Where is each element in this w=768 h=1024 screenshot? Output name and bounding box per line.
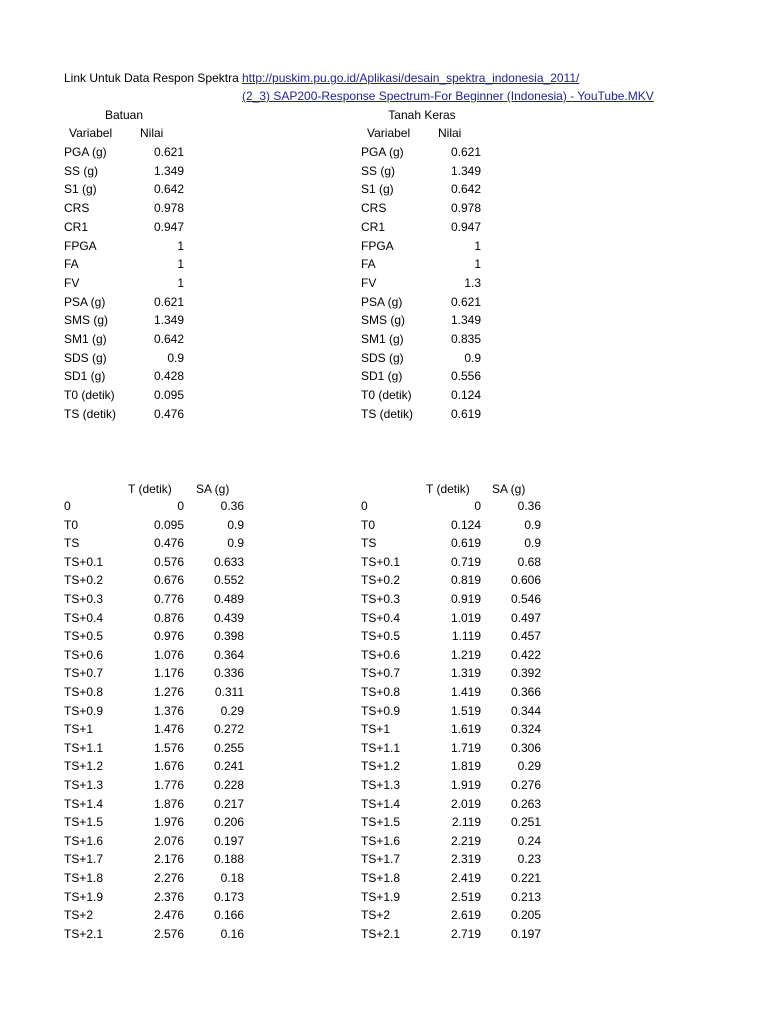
spectrum-label: TS+0.9 xyxy=(64,703,104,718)
spectrum-label: TS+1.7 xyxy=(361,852,401,867)
param-name: SMS (g) xyxy=(361,313,406,328)
spectrum-sa-value: 0.29 xyxy=(220,703,244,718)
spectrum-label: TS+2 xyxy=(64,908,94,923)
spectrum-sa-value: 0.197 xyxy=(213,833,244,848)
spectrum-sa-value: 0.546 xyxy=(510,592,541,606)
spectrum-label: TS+0.5 xyxy=(64,629,104,644)
param-value: 1 xyxy=(474,257,481,272)
param-value: 0.947 xyxy=(153,219,184,234)
param-name: FPGA xyxy=(361,238,394,253)
spectrum-sa-value: 0.9 xyxy=(227,536,244,551)
param-value: 0.621 xyxy=(153,294,184,309)
spectrum-t-value: 0.976 xyxy=(153,629,184,644)
param-value: 1.349 xyxy=(450,163,481,178)
spectrum-t-value: 1.819 xyxy=(450,759,481,774)
spectrum-t-value: 0.124 xyxy=(450,517,481,532)
param-name: SMS (g) xyxy=(64,313,109,328)
spectrum-sa-value: 0.213 xyxy=(510,889,541,904)
param-name: SM1 (g) xyxy=(361,332,404,346)
param-value: 0.095 xyxy=(153,388,184,403)
param-name: T0 (detik) xyxy=(64,388,115,403)
spectrum-label: TS+1.5 xyxy=(64,815,104,830)
spectrum-sa-value: 0.16 xyxy=(220,926,244,941)
spectrum-sa-value: 0.221 xyxy=(510,871,541,885)
spectrum-t-value: 2.119 xyxy=(451,815,481,830)
spectrum-sa-value: 0.497 xyxy=(510,610,541,625)
spectrum-label: TS xyxy=(64,536,80,551)
param-name: SM1 (g) xyxy=(64,332,107,346)
spectrum-t-value: 2.219 xyxy=(450,833,481,848)
spectrum-sa-value: 0.24 xyxy=(517,833,541,848)
param-name: FV xyxy=(64,275,80,290)
tanah-keras-nilai-header: Nilai xyxy=(438,126,462,140)
spectrum-t-value: 0.095 xyxy=(153,517,184,532)
param-value: 1.349 xyxy=(450,313,481,328)
spectrum-t-value: 2.576 xyxy=(153,926,184,941)
spectrum-sa-value: 0.217 xyxy=(213,796,244,811)
spectrum-sa-value: 0.228 xyxy=(213,778,244,792)
spectrum-label: 0 xyxy=(64,499,71,513)
param-name: CRS xyxy=(64,201,90,216)
param-name: FA xyxy=(64,257,79,272)
spectrum-sa-value: 0.633 xyxy=(213,554,244,569)
spectrum-sa-value: 0.306 xyxy=(510,740,541,755)
param-value: 1.349 xyxy=(153,163,184,178)
spectrum-label: TS+2.1 xyxy=(64,926,104,941)
param-value: 0.978 xyxy=(153,201,184,216)
spectrum-t-value: 1.619 xyxy=(450,722,481,737)
tanah-keras-sa-header: SA (g) xyxy=(492,482,526,496)
spectrum-sa-value: 0.255 xyxy=(213,740,244,755)
param-name: SDS (g) xyxy=(361,350,404,365)
spectrum-t-value: 1.119 xyxy=(451,629,481,644)
spectrum-sa-value: 0.489 xyxy=(213,592,244,606)
spectrum-label: TS+0.6 xyxy=(361,647,401,662)
spectrum-label: TS+0.1 xyxy=(64,554,104,569)
spectrum-label: TS+1.1 xyxy=(64,740,104,755)
spectrum-label: TS+1.8 xyxy=(361,871,401,885)
spectrum-t-value: 0.776 xyxy=(153,592,184,606)
spectrum-sa-value: 0.344 xyxy=(510,703,541,718)
spectrum-t-value: 1.676 xyxy=(153,759,184,774)
spectrum-label: TS+1.9 xyxy=(64,889,104,904)
spectrum-t-value: 0.919 xyxy=(450,592,481,606)
param-value: 1 xyxy=(474,238,481,253)
param-value: 1 xyxy=(177,257,184,272)
spectrum-t-value: 0 xyxy=(474,499,481,513)
param-name: S1 (g) xyxy=(64,182,97,197)
param-value: 0.621 xyxy=(450,294,481,309)
spectrum-label: TS+1.4 xyxy=(361,796,401,811)
spectrum-label: TS+1.6 xyxy=(64,833,104,848)
param-name: SD1 (g) xyxy=(361,369,403,384)
spectrum-label: TS+0.9 xyxy=(361,703,401,718)
spectrum-t-value: 1.776 xyxy=(153,778,184,792)
spectrum-label: TS+1.9 xyxy=(361,889,401,904)
header-label: Link Untuk Data Respon Spektra xyxy=(64,71,239,85)
spectrum-sa-value: 0.392 xyxy=(510,666,541,681)
spectrum-t-value: 1.419 xyxy=(450,685,481,699)
spectrum-t-value: 2.176 xyxy=(153,852,184,867)
spectrum-t-value: 1.276 xyxy=(153,685,184,699)
spectrum-sa-value: 0.324 xyxy=(510,722,541,737)
param-value: 0.9 xyxy=(167,350,184,365)
spectrum-label: TS+0.3 xyxy=(64,592,104,606)
spectrum-sa-value: 0.552 xyxy=(213,573,244,588)
spectrum-t-value: 2.376 xyxy=(153,889,184,904)
param-name: CR1 xyxy=(361,219,386,234)
spectrum-sa-value: 0.68 xyxy=(517,554,541,569)
spectrum-sa-value: 0.263 xyxy=(510,796,541,811)
spectrum-t-value: 0.576 xyxy=(153,554,184,569)
youtube-link[interactable]: (2_3) SAP200-Response Spectrum-For Beginner (Indonesia) - YouTube.MKV xyxy=(242,89,654,103)
spectrum-t-value: 2.476 xyxy=(153,908,184,923)
spectrum-label: TS+0.2 xyxy=(64,573,104,588)
param-name: CR1 xyxy=(64,219,89,234)
spectrum-t-value: 1.219 xyxy=(450,647,481,662)
spectrum-label: TS+1 xyxy=(361,722,391,737)
spectrum-sa-value: 0.173 xyxy=(213,889,244,904)
spectrum-label: 0 xyxy=(361,499,368,513)
spectrum-t-value: 1.019 xyxy=(450,610,481,625)
spectrum-label: T0 xyxy=(361,517,376,532)
tanah-keras-title: Tanah Keras xyxy=(388,108,456,122)
param-value: 0.621 xyxy=(153,145,184,159)
param-value: 1 xyxy=(177,238,184,253)
spectrum-sa-value: 0.336 xyxy=(213,666,244,681)
spectrum-label: TS+1.4 xyxy=(64,796,104,811)
param-name: PGA (g) xyxy=(64,145,107,159)
spectrum-sa-value: 0.9 xyxy=(524,536,541,551)
spectrum-sa-value: 0.439 xyxy=(213,610,244,625)
spectrum-label: TS+1 xyxy=(64,722,94,737)
spectrum-label: TS+0.5 xyxy=(361,629,401,644)
spectrum-t-value: 1.176 xyxy=(153,666,184,681)
param-name: T0 (detik) xyxy=(361,388,412,403)
param-name: SDS (g) xyxy=(64,350,107,365)
spectrum-t-value: 1.719 xyxy=(450,740,481,755)
param-value: 0.642 xyxy=(450,182,481,197)
spectrum-label: TS+0.2 xyxy=(361,573,401,588)
param-value: 0.621 xyxy=(450,145,481,159)
spectrum-label: T0 xyxy=(64,517,79,532)
spectrum-sa-value: 0.422 xyxy=(510,647,541,662)
param-value: 0.124 xyxy=(450,388,481,403)
spectrum-label: TS+0.4 xyxy=(64,610,104,625)
spectrum-t-value: 0.476 xyxy=(153,536,184,551)
spectrum-label: TS+0.4 xyxy=(361,610,401,625)
spectrum-t-value: 1.376 xyxy=(153,703,184,718)
param-name: FA xyxy=(361,257,376,272)
spectrum-sa-value: 0.311 xyxy=(214,685,244,699)
spectrum-sa-value: 0.205 xyxy=(510,908,541,923)
spectrum-sa-value: 0.197 xyxy=(510,926,541,941)
param-name: FPGA xyxy=(64,238,97,253)
tanah-keras-variabel-header: Variabel xyxy=(367,126,411,140)
param-name: SS (g) xyxy=(361,163,396,178)
spectrum-sa-value: 0.36 xyxy=(517,499,541,513)
batuan-variabel-header: Variabel xyxy=(69,126,113,140)
spectrum-sa-value: 0.251 xyxy=(510,815,541,830)
spectrum-sa-value: 0.366 xyxy=(510,685,541,699)
spectrum-t-value: 0 xyxy=(177,499,184,513)
spectrum-t-value: 1.976 xyxy=(153,815,184,830)
spectrum-sa-value: 0.18 xyxy=(220,871,244,885)
param-value: 0.947 xyxy=(450,219,481,234)
param-value: 0.556 xyxy=(450,369,481,384)
spectrum-t-value: 0.676 xyxy=(153,573,184,588)
spectrum-t-value: 2.276 xyxy=(153,871,184,885)
spectrum-t-value: 2.719 xyxy=(450,926,481,941)
spectrum-sa-value: 0.166 xyxy=(213,908,244,923)
spectrum-label: TS+0.6 xyxy=(64,647,104,662)
spectrum-sa-value: 0.23 xyxy=(517,852,541,867)
spectrum-t-value: 1.576 xyxy=(153,740,184,755)
spectrum-t-value: 1.519 xyxy=(450,703,481,718)
spectrum-label: TS+0.8 xyxy=(361,685,401,699)
param-value: 0.619 xyxy=(450,406,481,421)
spectrum-t-value: 1.876 xyxy=(153,796,184,811)
spectrum-label: TS+1.6 xyxy=(361,833,401,848)
param-name: TS (detik) xyxy=(361,406,414,421)
spectrum-t-value: 0.619 xyxy=(450,536,481,551)
spectrum-sa-value: 0.606 xyxy=(510,573,541,588)
tanah-keras-t-header: T (detik) xyxy=(426,482,470,496)
spectrum-label: TS+1.8 xyxy=(64,871,104,885)
spectrum-t-value: 2.419 xyxy=(450,871,481,885)
spectrum-t-value: 0.876 xyxy=(153,610,184,625)
param-name: SS (g) xyxy=(64,163,99,178)
param-value: 0.428 xyxy=(153,369,184,384)
param-name: PSA (g) xyxy=(64,294,106,309)
spectrum-t-value: 2.519 xyxy=(450,889,481,904)
param-name: PSA (g) xyxy=(361,294,403,309)
spectrum-label: TS+1.2 xyxy=(361,759,401,774)
spectrum-t-value: 1.076 xyxy=(153,647,184,662)
spectrum-t-value: 1.319 xyxy=(450,666,481,681)
spectrum-label: TS xyxy=(361,536,377,551)
spectrum-sa-value: 0.241 xyxy=(213,759,244,774)
param-value: 0.476 xyxy=(153,406,184,421)
batuan-title: Batuan xyxy=(104,108,144,122)
spectrum-label: TS+0.3 xyxy=(361,592,401,606)
spectrum-sa-value: 0.9 xyxy=(227,517,244,532)
spectrum-label: TS+2.1 xyxy=(361,926,401,941)
spectrum-sa-value: 0.188 xyxy=(213,852,244,867)
param-name: TS (detik) xyxy=(64,406,117,421)
spectrum-t-value: 2.019 xyxy=(450,796,481,811)
spectrum-label: TS+1.5 xyxy=(361,815,401,830)
param-value: 0.9 xyxy=(464,350,481,365)
spectrum-label: TS+1.3 xyxy=(361,778,401,792)
spectrum-label: TS+1.7 xyxy=(64,852,104,867)
param-value: 1 xyxy=(177,275,184,290)
param-name: CRS xyxy=(361,201,387,216)
spectrum-t-value: 0.719 xyxy=(450,554,481,569)
param-name: FV xyxy=(361,275,377,290)
spectrum-sa-value: 0.29 xyxy=(517,759,541,774)
spectrum-label: TS+0.7 xyxy=(64,666,104,681)
param-value: 0.978 xyxy=(450,201,481,216)
param-name: S1 (g) xyxy=(361,182,394,197)
spectrum-label: TS+0.1 xyxy=(361,554,401,569)
param-value: 0.642 xyxy=(153,182,184,197)
spectrum-t-value: 2.619 xyxy=(450,908,481,923)
batuan-sa-header: SA (g) xyxy=(196,482,230,496)
spectrum-label: TS+2 xyxy=(361,908,391,923)
puskim-link[interactable]: http://puskim.pu.go.id/Aplikasi/desain_spektra_indonesia_2011/ xyxy=(242,71,580,85)
spectrum-sa-value: 0.272 xyxy=(213,722,244,737)
spectrum-sa-value: 0.9 xyxy=(524,517,541,532)
batuan-nilai-header: Nilai xyxy=(140,126,164,140)
spectrum-sa-value: 0.36 xyxy=(220,499,244,513)
param-value: 0.642 xyxy=(153,332,184,346)
param-value: 0.835 xyxy=(450,332,481,346)
spectrum-label: TS+0.7 xyxy=(361,666,401,681)
param-name: SD1 (g) xyxy=(64,369,106,384)
spectrum-t-value: 2.076 xyxy=(153,833,184,848)
spectrum-t-value: 1.919 xyxy=(450,778,481,792)
param-name: PGA (g) xyxy=(361,145,404,159)
spectrum-sa-value: 0.206 xyxy=(213,815,244,830)
spectrum-t-value: 2.319 xyxy=(450,852,481,867)
spectrum-label: TS+1.2 xyxy=(64,759,104,774)
spectrum-sa-value: 0.398 xyxy=(213,629,244,644)
spectrum-label: TS+0.8 xyxy=(64,685,104,699)
spectrum-label: TS+1.3 xyxy=(64,778,104,792)
param-value: 1.349 xyxy=(153,313,184,328)
spectrum-sa-value: 0.457 xyxy=(510,629,541,644)
spectrum-t-value: 1.476 xyxy=(153,722,184,737)
param-value: 1.3 xyxy=(464,275,481,290)
spectrum-sa-value: 0.276 xyxy=(510,778,541,792)
spectrum-t-value: 0.819 xyxy=(450,573,481,588)
batuan-t-header: T (detik) xyxy=(128,482,172,496)
spectrum-sa-value: 0.364 xyxy=(213,647,244,662)
spectrum-label: TS+1.1 xyxy=(361,740,401,755)
